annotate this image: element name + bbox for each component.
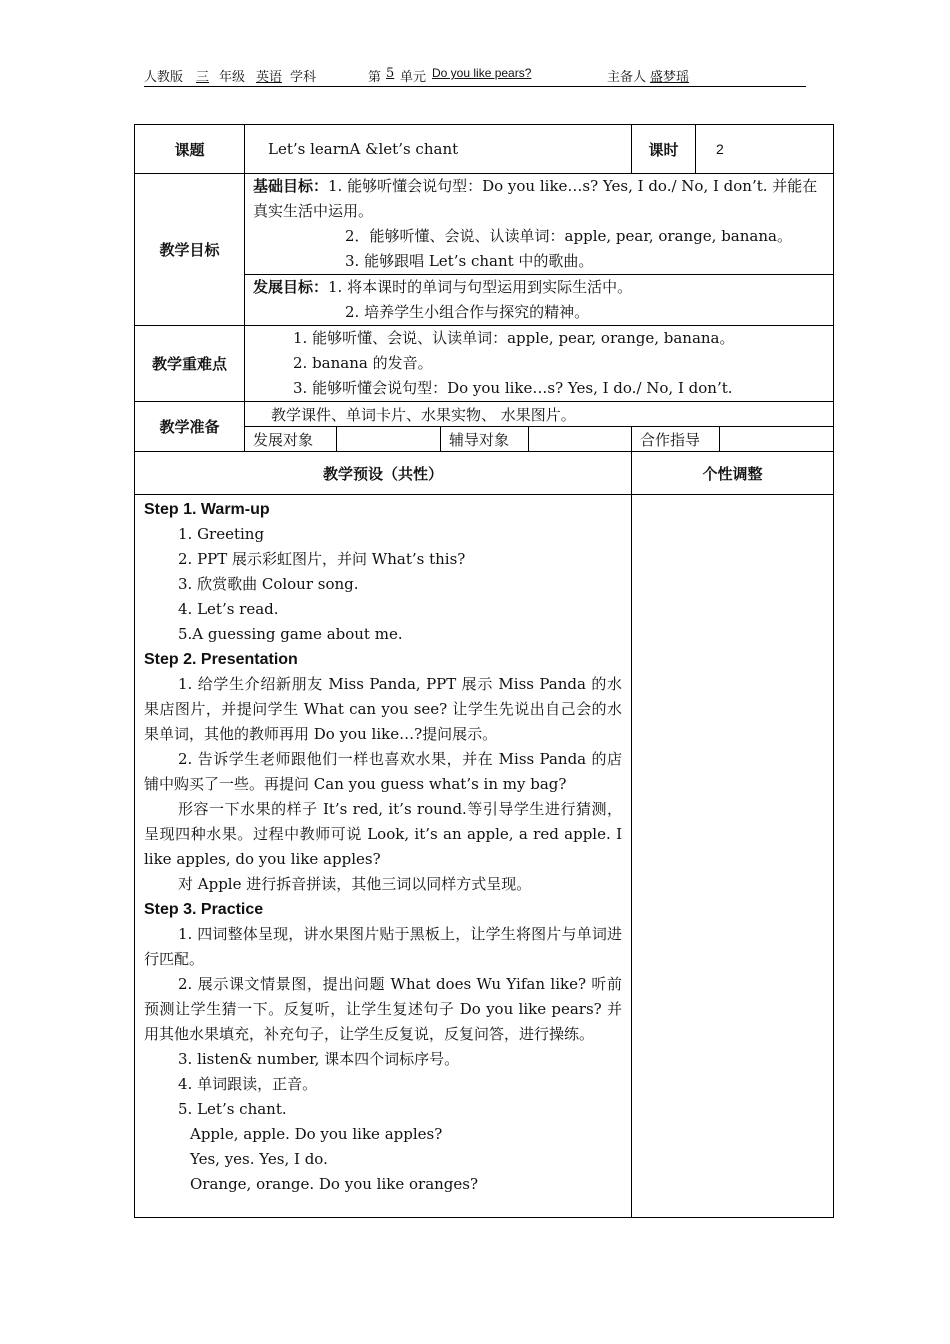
basic-objectives-label: 基础目标： xyxy=(253,177,329,195)
development-objectives-label: 发展目标： xyxy=(253,278,329,296)
step3-item: 5. Let’s chant. xyxy=(178,1100,287,1118)
unit-prefix: 第 xyxy=(368,70,382,85)
topic-value: Let’s learnA &let’s chant xyxy=(245,125,632,174)
step1-item: 2. PPT 展示彩虹图片，并问 What’s this? xyxy=(178,550,466,568)
unit-title: Do you like pears? xyxy=(432,66,532,80)
coach-target-label: 辅导对象 xyxy=(441,427,529,452)
development-objective-1: 1. 将本课时的单词与句型运用到实际生活中。 xyxy=(328,278,633,296)
chant-line: Apple, apple. Do you like apples? xyxy=(190,1125,443,1143)
grade-suffix: 年级 xyxy=(219,70,246,85)
individual-adjust-header: 个性调整 xyxy=(632,452,834,495)
step1-item: 5.A guessing game about me. xyxy=(178,625,403,643)
coop-guide-value xyxy=(720,427,834,452)
preparer-label: 主备人 xyxy=(607,70,647,85)
step3-paragraph-1: 1. 四词整体呈现，讲水果图片贴于黑板上，让学生将图片与单词进行匹配。 xyxy=(144,925,623,968)
lesson-plan-table xyxy=(134,124,834,1218)
step3-paragraph-2: 2. 展示课文情景图，提出问题 What does Wu Yifan like? 听前预测让学生猜一下。反复听，让学生复述句子 Do you like pears? 并用其他水果填充，补充句子，让学生反复说，反复问答，进行操练。 xyxy=(144,975,623,1043)
basic-objective-1-cont: 真实生活中运用。 xyxy=(253,202,374,220)
basic-objective-2: 2．能够听懂、会说、认读单词：apple, pear, orange, banana。 xyxy=(345,227,792,245)
preparation-label: 教学准备 xyxy=(135,402,245,452)
step2-paragraph-3: 形容一下水果的样子 It’s red, it’s round.等引导学生进行猜测，呈现四种水果。过程中教师可说 Look, it’s an apple, a red apple. I like apples, do you like apples? xyxy=(144,800,623,868)
period-value: 2 xyxy=(696,125,834,174)
coach-target-value xyxy=(529,427,632,452)
develop-target-value xyxy=(337,427,441,452)
step2-paragraph-4: 对 Apple 进行拆音拼读，其他三词以同样方式呈现。 xyxy=(178,875,532,893)
step1-item: 3. 欣赏歌曲 Colour song. xyxy=(178,575,359,593)
subject-suffix: 学科 xyxy=(290,70,317,85)
step2-paragraph-2: 2. 告诉学生老师跟他们一样也喜欢水果，并在 Miss Panda 的店铺中购买了一些。再提问 Can you guess what’s in my bag? xyxy=(144,750,623,793)
chant-line: Yes, yes. Yes, I do. xyxy=(190,1150,328,1168)
unit-suffix: 单元 xyxy=(400,70,427,85)
develop-target-label: 发展对象 xyxy=(245,427,337,452)
key-point-item: 2. banana 的发音。 xyxy=(293,354,433,372)
subject: 英语 xyxy=(256,70,283,85)
basic-objectives xyxy=(245,174,834,275)
step1-item: 4. Let’s read. xyxy=(178,600,279,618)
key-points-label: 教学重难点 xyxy=(135,326,245,402)
preparer-name: 盛梦瑶 xyxy=(650,70,690,85)
page-header xyxy=(144,66,806,87)
step3-item: 4. 单词跟读，正音。 xyxy=(178,1075,318,1093)
preparation-value: 教学课件、单词卡片、水果实物、 水果图片。 xyxy=(245,402,834,427)
period-label: 课时 xyxy=(632,125,696,174)
unit-number: 5 xyxy=(386,66,395,81)
step2-paragraph-1: 1. 给学生介绍新朋友 Miss Panda, PPT 展示 Miss Panda 的水果店图片，并提问学生 What can you see? 让学生先说出自己会的水果单词，其他的教师再用 Do you like…?提问展示。 xyxy=(144,675,623,743)
objectives-label: 教学目标 xyxy=(135,174,245,326)
chant-line: Orange, orange. Do you like oranges? xyxy=(190,1175,479,1193)
coop-guide-label: 合作指导 xyxy=(632,427,720,452)
step1-item: 1. Greeting xyxy=(178,525,265,543)
basic-objective-3: 3. 能够跟唱 Let’s chant 中的歌曲。 xyxy=(345,252,594,270)
key-point-item: 1. 能够听懂、会说、认读单词：apple, pear, orange, banana。 xyxy=(293,329,735,347)
development-objective-2: 2. 培养学生小组合作与探究的精神。 xyxy=(345,303,590,321)
step3-item: 3. listen& number, 课本四个词标序号。 xyxy=(178,1050,460,1068)
individual-adjust-content xyxy=(632,495,834,1218)
step3-title: Step 3. Practice xyxy=(144,901,264,918)
basic-objective-1: 1. 能够听懂会说句型：Do you like…s? Yes, I do./ No, I don’t. 并能在 xyxy=(328,177,818,195)
development-objectives xyxy=(245,275,834,326)
plan-content xyxy=(135,495,632,1218)
key-point-item: 3. 能够听懂会说句型：Do you like…s? Yes, I do./ No, I don’t. xyxy=(293,379,733,397)
publisher: 人教版 xyxy=(144,70,184,85)
step1-title: Step 1. Warm-up xyxy=(144,501,270,518)
common-plan-header: 教学预设（共性） xyxy=(135,452,632,495)
step2-title: Step 2. Presentation xyxy=(144,651,298,668)
grade: 三 xyxy=(196,70,210,85)
topic-label: 课题 xyxy=(135,125,245,174)
key-points xyxy=(245,326,834,402)
